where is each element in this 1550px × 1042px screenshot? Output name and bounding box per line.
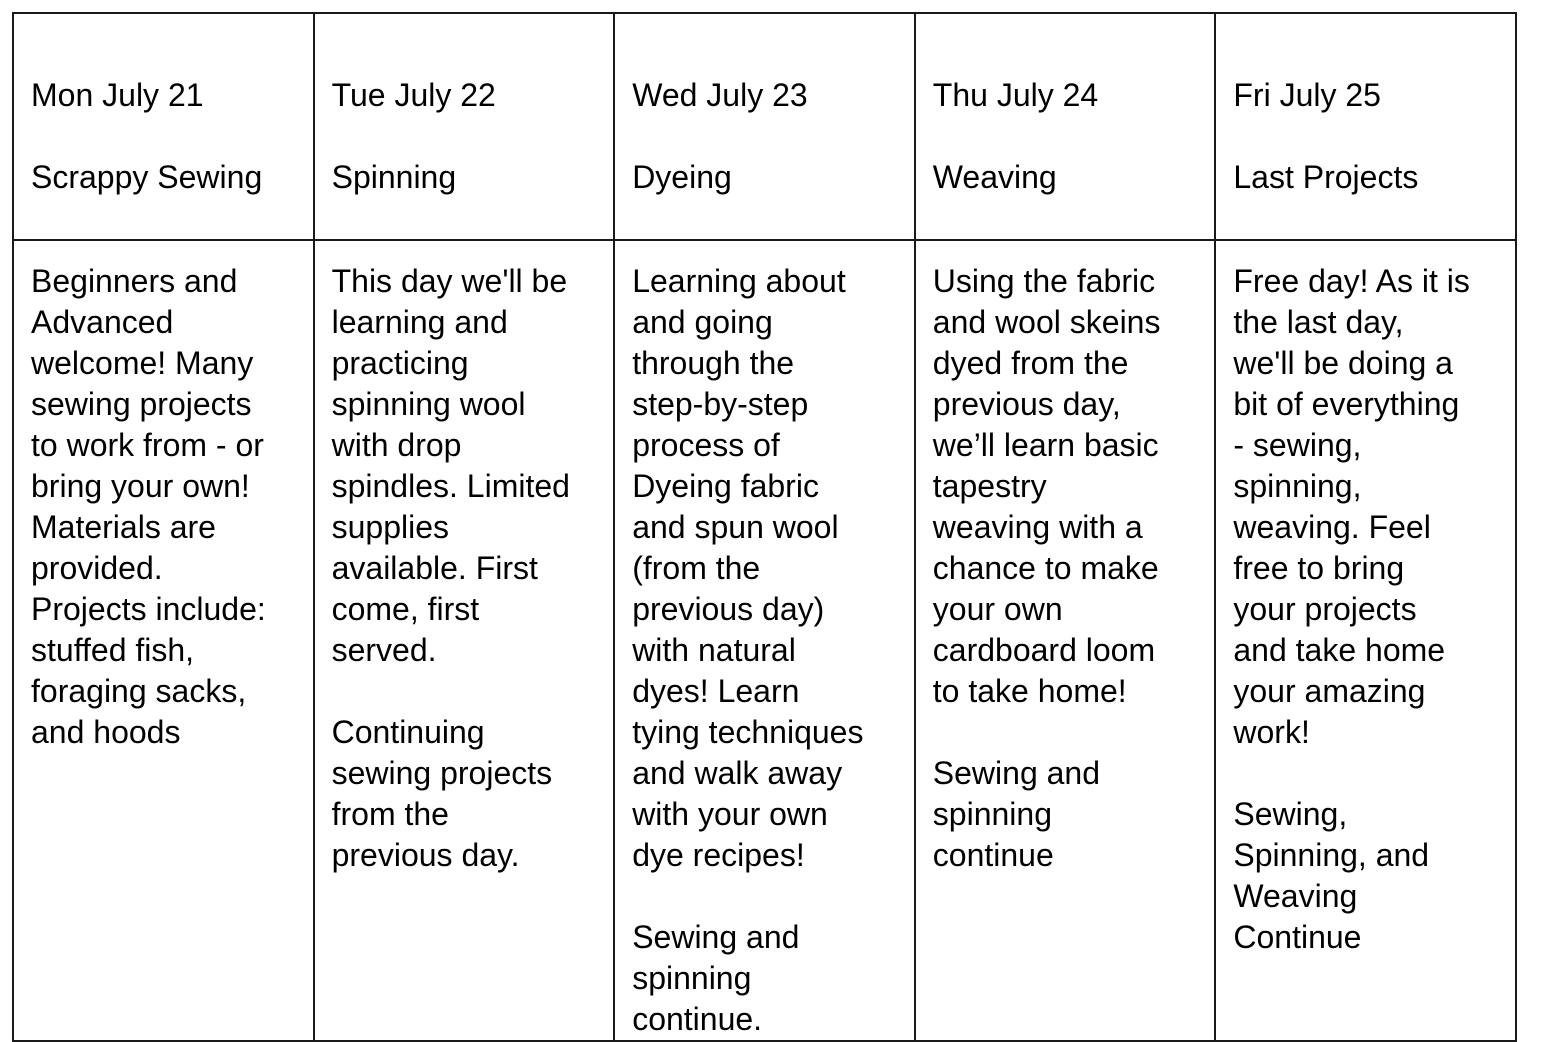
schedule-body-row: [13, 240, 1516, 1041]
day-header-fri: [1215, 13, 1516, 240]
day-header-mon: [13, 13, 314, 240]
schedule-table: [12, 12, 1517, 1042]
day-topic: Last Projects: [1233, 159, 1419, 195]
day-description-wed: Learning about and going through the step-by-step process of Dyeing fabric and spun wool (from the previous day) with natural dyes! Learn tying techniques and walk away with your own dye recipes! Sewing and spinning continue.: [614, 240, 915, 1041]
day-description-thu: Using the fabric and wool skeins dyed from the previous day, we’ll learn basic tapestry weaving with a chance to make your own cardboard loom to take home! Sewing and spinning continue: [915, 240, 1216, 1041]
day-topic: Scrappy Sewing: [31, 159, 263, 195]
day-header-wed: [614, 13, 915, 240]
day-description-tue: This day we'll be learning and practicing spinning wool with drop spindles. Limited supplies available. First come, first served. Continuing sewing projects from the previous day.: [314, 240, 615, 1041]
day-topic: Spinning: [331, 159, 457, 195]
day-date: Thu July 24: [932, 77, 1099, 113]
day-date: Fri July 25: [1233, 77, 1381, 113]
day-topic: Weaving: [932, 159, 1057, 195]
day-description-fri: Free day! As it is the last day, we'll be doing a bit of everything - sewing, spinning, weaving. Feel free to bring your projects and take home your amazing work! Sewing, Spinning, and Weaving Continue: [1215, 240, 1516, 1041]
day-topic: Dyeing: [632, 159, 732, 195]
day-date: Mon July 21: [31, 77, 204, 113]
schedule-header-row: [13, 13, 1516, 240]
day-description-mon: Beginners and Advanced welcome! Many sewing projects to work from - or bring your own! Materials are provided. Projects include: stuffed fish, foraging sacks, and hoods: [13, 240, 314, 1041]
day-header-thu: [915, 13, 1216, 240]
day-header-tue: [314, 13, 615, 240]
day-date: Wed July 23: [632, 77, 808, 113]
day-date: Tue July 22: [331, 77, 496, 113]
